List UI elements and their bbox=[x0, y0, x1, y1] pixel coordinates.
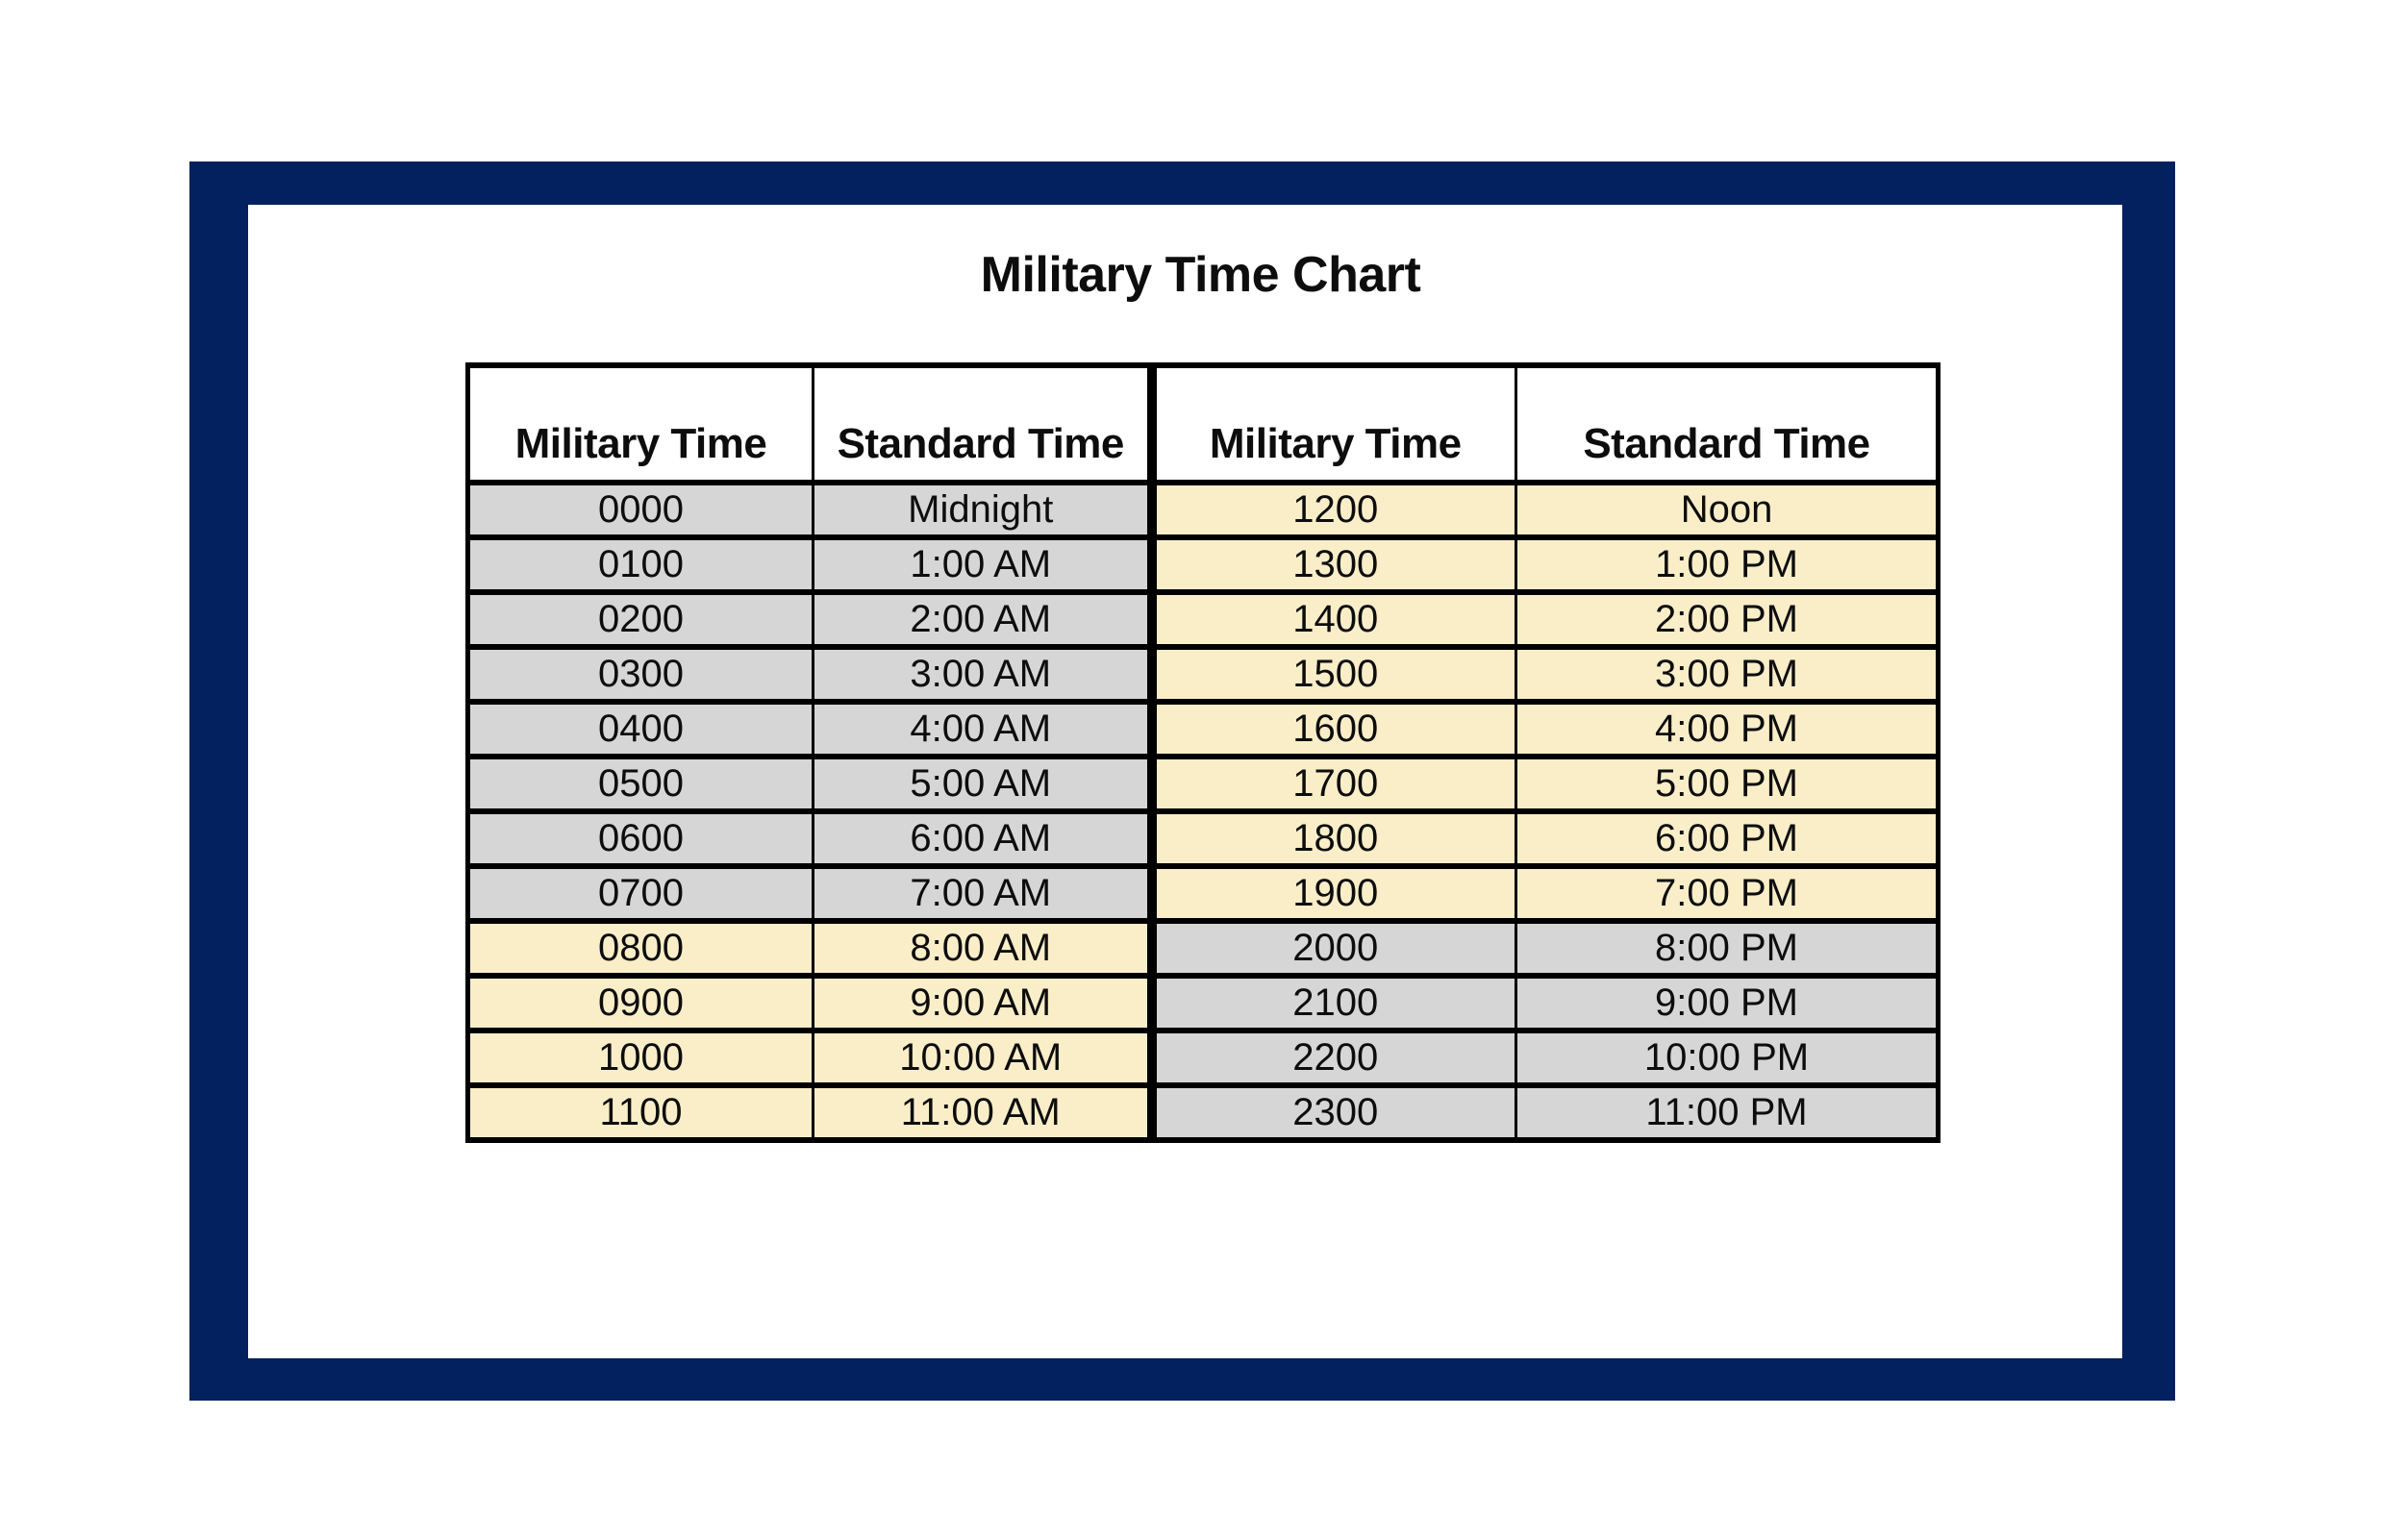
table-cell-standard-left: 6:00 AM bbox=[814, 811, 1152, 866]
table-cell-military-right: 1700 bbox=[1152, 757, 1516, 811]
table-row bbox=[468, 757, 1939, 811]
table-cell-standard-right: 1:00 PM bbox=[1516, 537, 1939, 592]
column-header-standard-left: Standard Time bbox=[814, 365, 1152, 483]
table-row bbox=[468, 483, 1939, 537]
table-cell-military-left: 0900 bbox=[468, 976, 814, 1031]
table-row bbox=[468, 1085, 1939, 1140]
table-cell-standard-left: 8:00 AM bbox=[814, 921, 1152, 976]
table-cell-standard-left: 4:00 AM bbox=[814, 702, 1152, 757]
table-cell-military-right: 1900 bbox=[1152, 866, 1516, 921]
time-table-body bbox=[468, 483, 1939, 1140]
table-cell-standard-left: 9:00 AM bbox=[814, 976, 1152, 1031]
table-row bbox=[468, 592, 1939, 647]
column-header-standard-right: Standard Time bbox=[1516, 365, 1939, 483]
table-row bbox=[468, 976, 1939, 1031]
table-cell-military-right: 1800 bbox=[1152, 811, 1516, 866]
table-cell-standard-left: 7:00 AM bbox=[814, 866, 1152, 921]
table-row bbox=[468, 1031, 1939, 1085]
table-cell-military-right: 2100 bbox=[1152, 976, 1516, 1031]
table-row bbox=[468, 811, 1939, 866]
table-cell-standard-left: 5:00 AM bbox=[814, 757, 1152, 811]
table-cell-military-left: 0200 bbox=[468, 592, 814, 647]
table-cell-military-right: 1200 bbox=[1152, 483, 1516, 537]
column-header-military-left: Military Time bbox=[468, 365, 814, 483]
table-cell-military-right: 2300 bbox=[1152, 1085, 1516, 1140]
table-cell-standard-left: Midnight bbox=[814, 483, 1152, 537]
table-row bbox=[468, 866, 1939, 921]
table-cell-standard-right: 5:00 PM bbox=[1516, 757, 1939, 811]
page-title: Military Time Chart bbox=[980, 247, 1421, 303]
table-cell-military-left: 0600 bbox=[468, 811, 814, 866]
table-cell-standard-right: 9:00 PM bbox=[1516, 976, 1939, 1031]
table-cell-military-left: 0400 bbox=[468, 702, 814, 757]
table-cell-military-right: 1300 bbox=[1152, 537, 1516, 592]
table-row bbox=[468, 537, 1939, 592]
table-cell-standard-right: 2:00 PM bbox=[1516, 592, 1939, 647]
table-cell-military-left: 0800 bbox=[468, 921, 814, 976]
header-row bbox=[468, 365, 1939, 483]
table-cell-standard-right: 10:00 PM bbox=[1516, 1031, 1939, 1085]
table-cell-standard-left: 2:00 AM bbox=[814, 592, 1152, 647]
table-cell-military-left: 0500 bbox=[468, 757, 814, 811]
table-cell-military-left: 1100 bbox=[468, 1085, 814, 1140]
table-row bbox=[468, 647, 1939, 702]
table-cell-standard-left: 11:00 AM bbox=[814, 1085, 1152, 1140]
table-row bbox=[468, 921, 1939, 976]
table-cell-military-left: 0000 bbox=[468, 483, 814, 537]
table-cell-standard-right: 11:00 PM bbox=[1516, 1085, 1939, 1140]
table-cell-military-right: 1600 bbox=[1152, 702, 1516, 757]
table-cell-standard-left: 10:00 AM bbox=[814, 1031, 1152, 1085]
column-header-military-right: Military Time bbox=[1152, 365, 1516, 483]
table-cell-military-left: 1000 bbox=[468, 1031, 814, 1085]
military-time-table bbox=[465, 362, 1941, 1143]
table-cell-standard-right: 6:00 PM bbox=[1516, 811, 1939, 866]
table-cell-standard-left: 3:00 AM bbox=[814, 647, 1152, 702]
table-cell-military-left: 0700 bbox=[468, 866, 814, 921]
table-cell-standard-right: 8:00 PM bbox=[1516, 921, 1939, 976]
table-cell-military-right: 2000 bbox=[1152, 921, 1516, 976]
table-cell-standard-left: 1:00 AM bbox=[814, 537, 1152, 592]
table-cell-military-left: 0100 bbox=[468, 537, 814, 592]
table-cell-military-left: 0300 bbox=[468, 647, 814, 702]
table-row bbox=[468, 702, 1939, 757]
table-cell-standard-right: Noon bbox=[1516, 483, 1939, 537]
table-cell-standard-right: 4:00 PM bbox=[1516, 702, 1939, 757]
table-cell-military-right: 1500 bbox=[1152, 647, 1516, 702]
table-cell-military-right: 2200 bbox=[1152, 1031, 1516, 1085]
table-cell-standard-right: 3:00 PM bbox=[1516, 647, 1939, 702]
table-cell-standard-right: 7:00 PM bbox=[1516, 866, 1939, 921]
table-cell-military-right: 1400 bbox=[1152, 592, 1516, 647]
